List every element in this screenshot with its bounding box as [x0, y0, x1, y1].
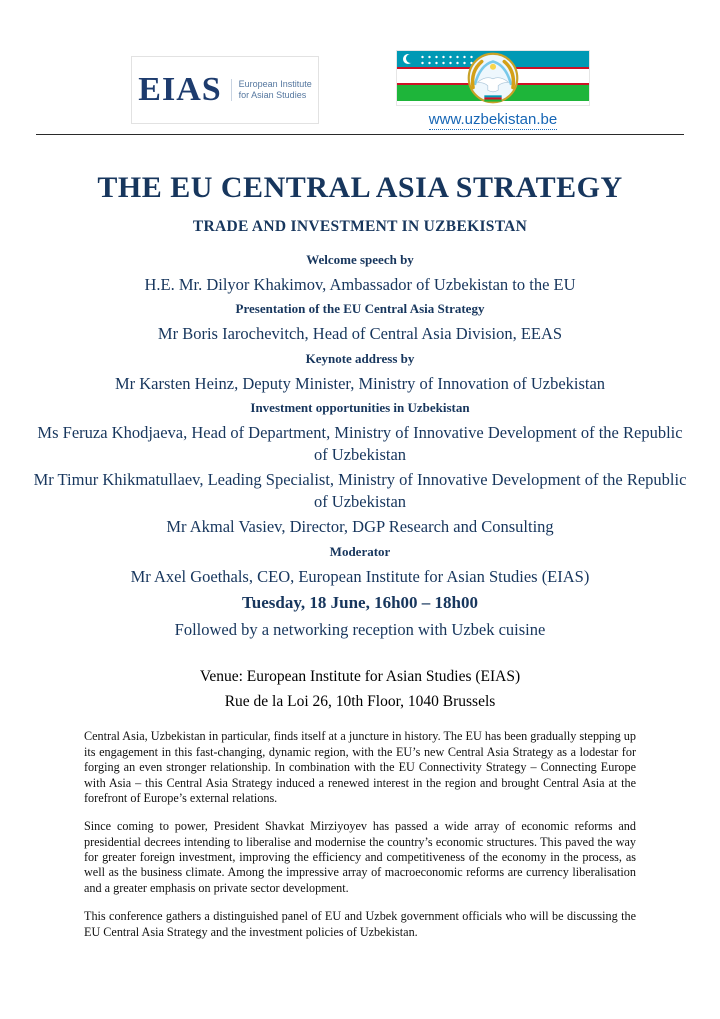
eias-logo-name-line1: European Institute [238, 78, 312, 89]
uzbekistan-flag-icon [397, 51, 589, 105]
program-speaker: Mr Karsten Heinz, Deputy Minister, Ministry of Innovation of Uzbekistan [114, 373, 606, 393]
venue-address: Rue de la Loi 26, 10th Floor, 1040 Brussels [224, 693, 496, 711]
reception-note: Followed by a networking reception with Uzbek cuisine [174, 619, 546, 639]
uzbekistan-emblem-icon [467, 52, 519, 104]
program-speaker: Mr Axel Goethals, CEO, European Institute for Asian Studies (EIAS) [130, 566, 590, 586]
logo-header [0, 0, 720, 132]
description-text [84, 729, 636, 940]
program-heading: Welcome speech by [306, 252, 414, 267]
description-paragraph: Since coming to power, President Shavkat Mirziyoyev has passed a wide array of economic reforms and presidential decrees intending to liberalise and modernise the country’s economic structures. This paved the way for greater foreign investment, improving the efficiency and competitiveness of the economy in the process, as well as the business climate. Among the impressive array of macroeconomic reforms are currency liberalisation and a greater emphasis on private sector development. [84, 819, 636, 895]
program-heading: Presentation of the EU Central Asia Strategy [235, 301, 485, 317]
program-heading: Moderator [329, 543, 391, 559]
program-speaker: Ms Feruza Khodjaeva, Head of Department, Ministry of Innovative Development of the Republic of Uzbekistan [37, 423, 683, 464]
description-paragraph: This conference gathers a distinguished panel of EU and Uzbek government officials who will be discussing the EU Central Asia Strategy and the investment policies of Uzbekistan. [84, 909, 636, 939]
description-paragraph: Central Asia, Uzbekistan in particular, finds itself at a juncture in history. The EU has been gradually stepping up its engagement in this fast-changing, dynamic region, with the EU’s new Central Asia Strategy as a lodestar for forging an even stronger relationship. In combination with the EU Connectivity Strategy – Connecting Europe with Asia – this Central Asia Strategy induced a renewed interest in the region and brought Central Asia at the forefront of Europe’s external relations. [84, 729, 636, 805]
flyer-content [0, 171, 720, 940]
uzbekistan-logo [397, 51, 589, 130]
venue-name: Venue: European Institute for Asian Studies (EIAS) [199, 668, 521, 686]
program-heading: Investment opportunities in Uzbekistan [250, 400, 470, 416]
venue-block [0, 668, 720, 711]
program-speaker: Mr Akmal Vasiev, Director, DGP Research and Consulting [166, 517, 554, 537]
header-divider [36, 134, 684, 135]
eias-logo-acronym: EIAS [138, 71, 222, 108]
event-title: THE EU CENTRAL ASIA STRATEGY [97, 171, 623, 204]
program-speaker: Mr Boris Iarochevitch, Head of Central Asia Division, EEAS [157, 324, 563, 344]
program-heading: Keynote address by [305, 350, 415, 366]
eias-logo-name [231, 79, 312, 102]
eias-logo-name-line2: for Asian Studies [238, 90, 307, 100]
program-speaker: H.E. Mr. Dilyor Khakimov, Ambassador of Uzbekistan to the EU [144, 275, 576, 294]
uzbekistan-website-link[interactable]: www.uzbekistan.be [428, 110, 558, 128]
event-subtitle: TRADE AND INVESTMENT IN UZBEKISTAN [192, 218, 528, 235]
program-speaker: Mr Timur Khikmatullaev, Leading Specialist, Ministry of Innovative Development of the Republic of Uzbekistan [33, 470, 687, 511]
crescent-icon [403, 54, 413, 64]
eias-logo [131, 56, 319, 124]
program-list [0, 252, 720, 640]
event-datetime: Tuesday, 18 June, 16h00 – 18h00 [241, 592, 479, 612]
